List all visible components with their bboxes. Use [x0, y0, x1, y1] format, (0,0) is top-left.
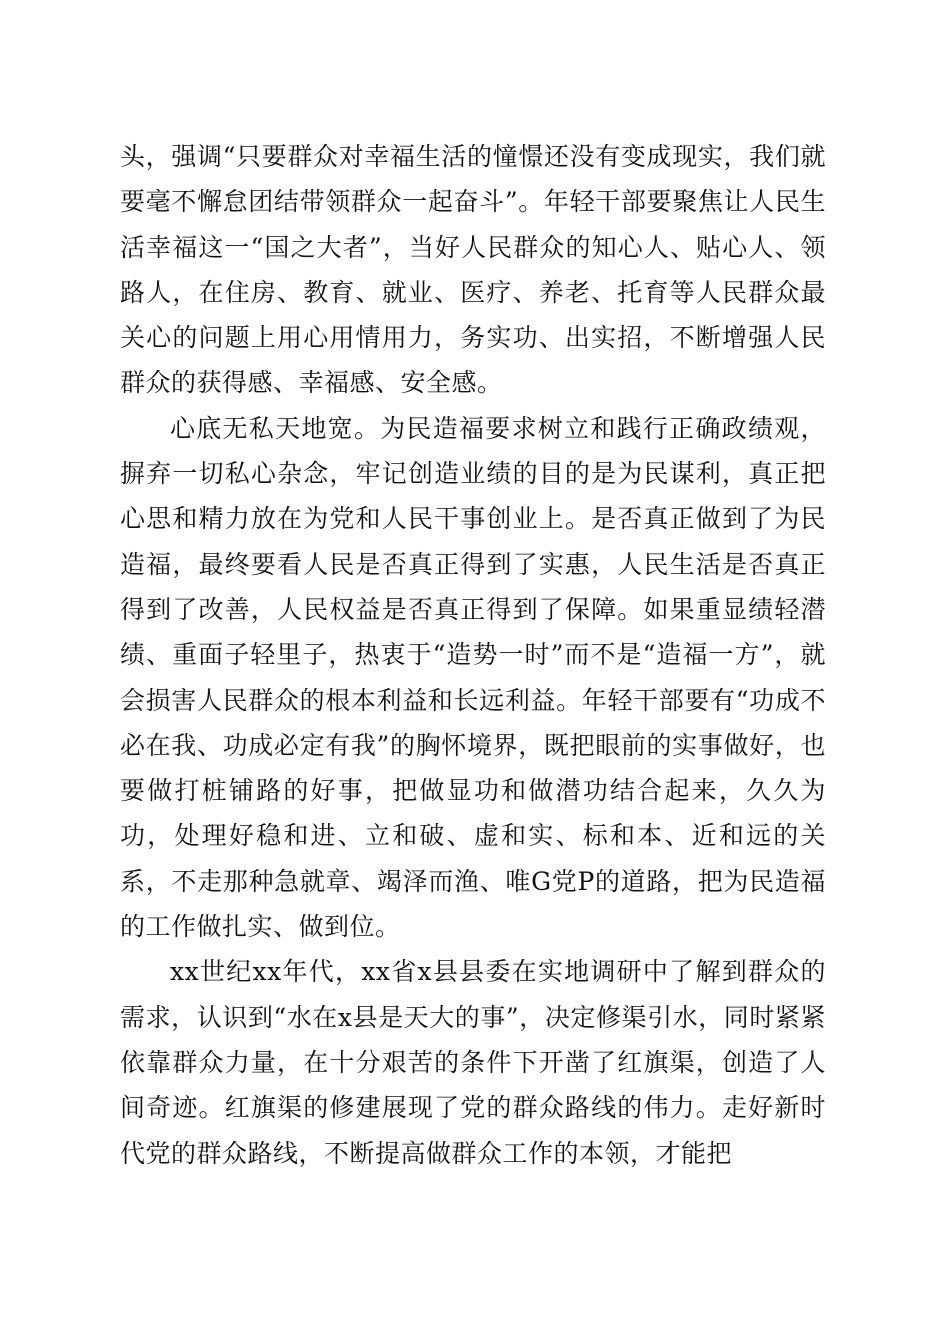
paragraph-red-flag-canal: xx世纪xx年代，xx省x县县委在实地调研中了解到群众的需求，认识到“水在x县是天大的事”，决定修渠引水，同时紧紧依靠群众力量，在十分艰苦的条件下开凿了红旗渠，创造了人间奇迹。红旗渠的修建展现了党的群众路线的伟力。走好新时代党的群众路线，不断提高做群众工作的本领，才能把 — [120, 957, 826, 1168]
paragraph-political-achievement: 心底无私天地宽。为民造福要求树立和践行正确政绩观，摒弃一切私心杂念，牢记创造业绩的目的是为民谋利，真正把心思和精力放在为党和人民干事创业上。是否真正做到了为民造福，最终要看人民是否真正得到了实惠，人民生活是否真正得到了改善，人民权益是否真正得到了保障。如果重显绩轻潜绩、重面子轻里子，热衷于“造势一时”而不是“造福一方”，就会损害人民群众的根本利益和长远利益。年轻干部要有“功成不必在我、功成必定有我”的胸怀境界，既把眼前的实事做好，也要做打桩铺路的好事，把做显功和做潜功结合起来，久久为功，处理好稳和进、立和破、虚和实、标和本、近和远的关系，不走那种急就章、竭泽而渔、唯G党P的道路，把为民造福的工作做扎实、做到位。 — [120, 413, 826, 942]
document-body — [120, 134, 826, 1176]
paragraph-continued: 头，强调“只要群众对幸福生活的憧憬还没有变成现实，我们就要毫不懈怠团结带领群众一起奋斗”。年轻干部要聚焦让人民生活幸福这一“国之大者”，当好人民群众的知心人、贴心人、领路人，在住房、教育、就业、医疗、养老、托育等人民群众最关心的问题上用心用情用力，务实功、出实招，不断增强人民群众的获得感、幸福感、安全感。 — [120, 142, 826, 398]
